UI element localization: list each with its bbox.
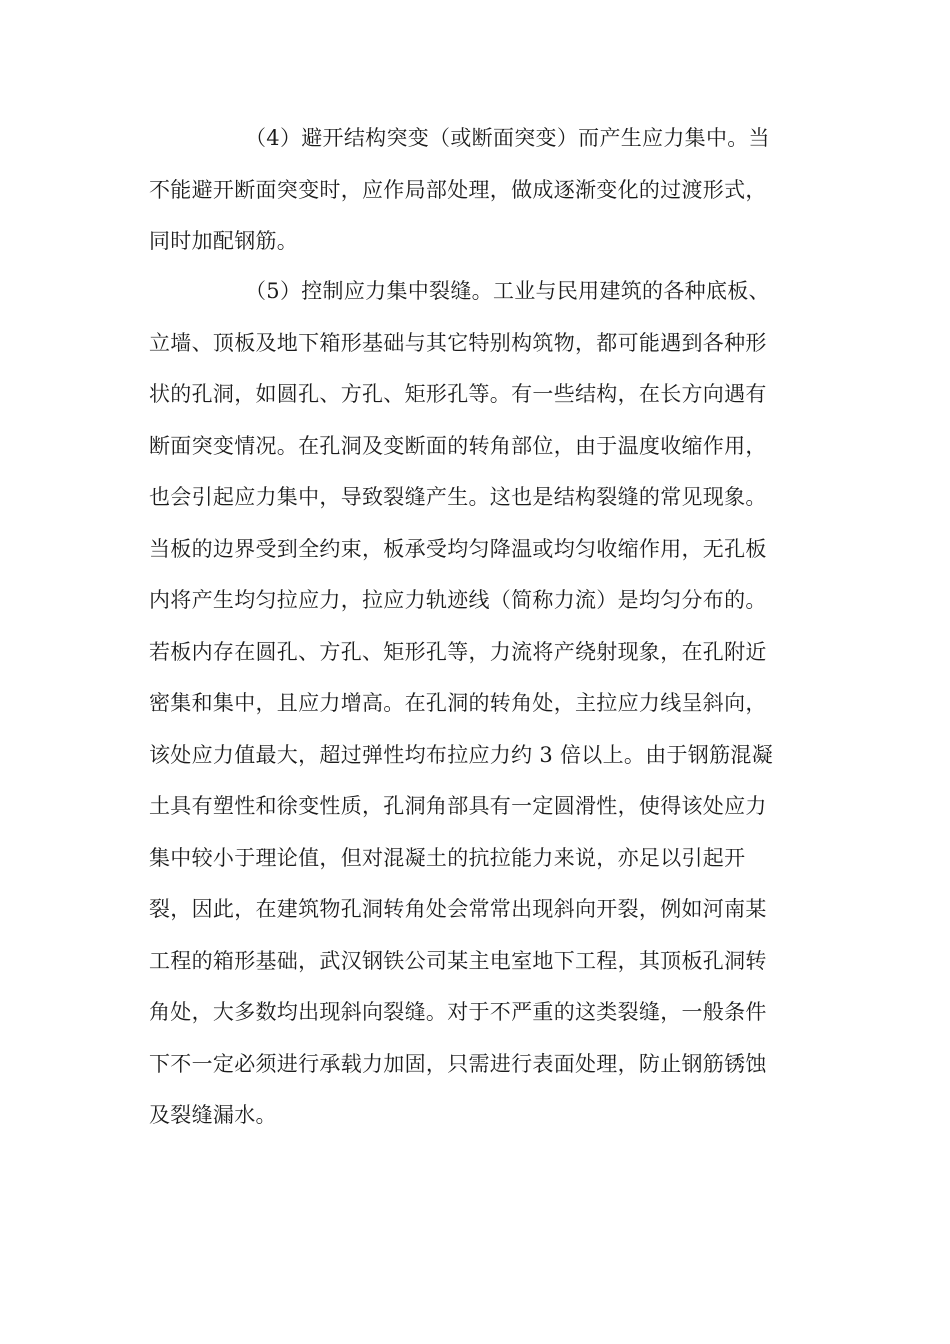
text-line: 不能避开断面突变时，应作局部处理，做成逐渐变化的过渡形式， [149,177,767,202]
text-line: （5）控制应力集中裂缝。工业与民用建筑的各种底板、 [245,279,770,303]
text-line: 下不一定必须进行承载力加固，只需进行表面处理，防止钢筋锈蚀 [149,1051,767,1076]
text-line: 当板的边界受到全约束，板承受均匀降温或均匀收缩作用，无孔板 [149,536,767,561]
text-line: 土具有塑性和徐变性质，孔洞角部具有一定圆滑性，使得该处应力 [149,794,767,818]
text-line: 裂，因此，在建筑物孔洞转角处会常常出现斜向开裂，例如河南某 [149,897,767,921]
text-line: 状的孔洞，如圆孔、方孔、矩形孔等。有一些结构，在长方向遇有 [149,382,767,406]
text-line: 密集和集中，且应力增高。在孔洞的转角处，主拉应力线呈斜向， [149,691,767,715]
paragraph-stress-concentration-cracks [149,274,801,1150]
text-line: 集中较小于理论值，但对混凝土的抗拉能力来说，亦足以引起开 [149,845,746,870]
text-line: 断面突变情况。在孔洞及变断面的转角部位，由于温度收缩作用， [149,433,767,458]
paragraph-avoid-abrupt-change [149,121,801,276]
text-line: 该处应力值最大，超过弹性均布拉应力约 3 倍以上。由于钢筋混凝 [149,742,774,767]
text-line: 工程的箱形基础，武汉钢铁公司某主电室地下工程，其顶板孔洞转 [149,948,767,973]
text-line: 也会引起应力集中，导致裂缝产生。这也是结构裂缝的常见现象。 [149,485,767,509]
text-line: 及裂缝漏水。 [149,1103,277,1127]
text-line: 立墙、顶板及地下箱形基础与其它特别构筑物，都可能遇到各种形 [149,330,767,355]
text-line: 角处，大多数均出现斜向裂缝。对于不严重的这类裂缝，一般条件 [149,1000,767,1024]
text-line: （4）避开结构突变（或断面突变）而产生应力集中。当 [245,126,770,150]
text-line: 同时加配钢筋。 [149,229,299,253]
text-line: 内将产生均匀拉应力，拉应力轨迹线（简称力流）是均匀分布的。 [149,588,767,612]
text-line: 若板内存在圆孔、方孔、矩形孔等，力流将产绕射现象，在孔附近 [149,639,767,664]
